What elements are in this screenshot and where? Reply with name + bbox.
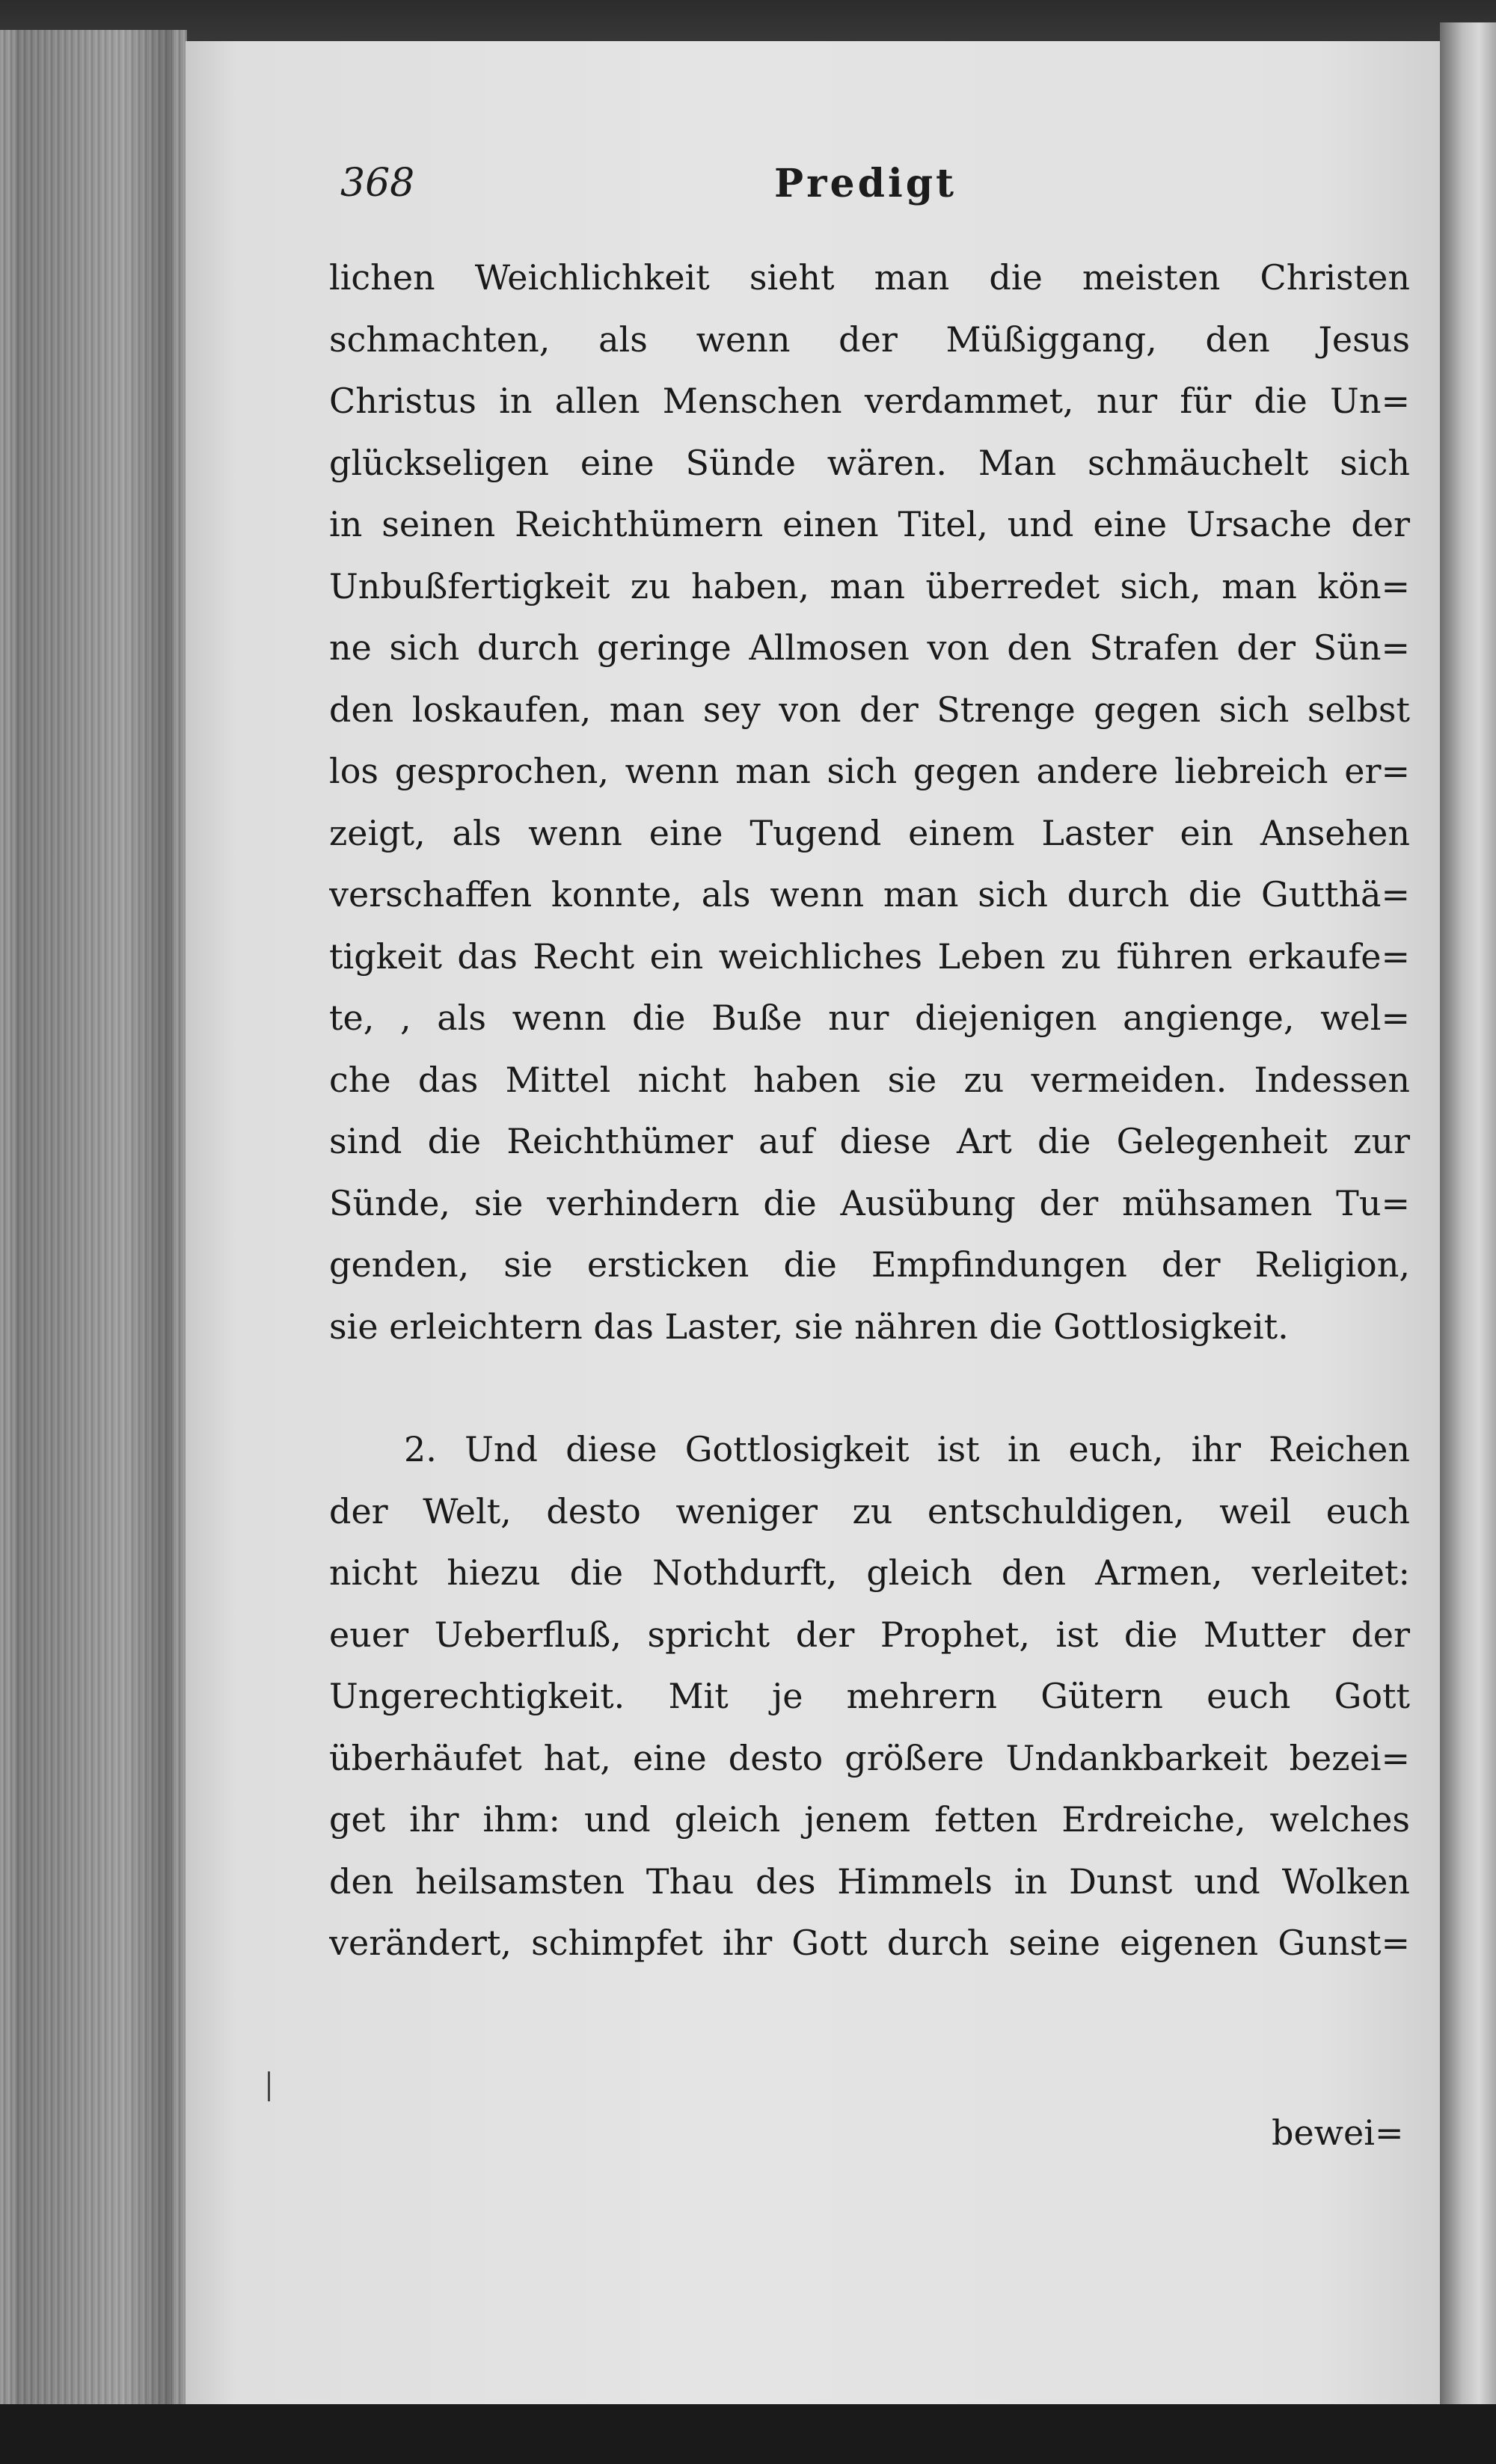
text-line: 2. Und diese Gottlosigkeit ist in euch, ihr Reichen <box>404 1429 1410 1469</box>
text-line: zeigt, als wenn eine Tugend einem Laster ein Ansehen <box>329 812 1410 853</box>
running-title: Predigt <box>774 161 957 206</box>
body-text <box>329 247 1410 1974</box>
text-line: te, , als wenn die Buße nur diejenigen angienge, wel= <box>329 998 1410 1038</box>
book-page-edges-shading <box>15 30 172 2423</box>
text-line: che das Mittel nicht haben sie zu vermeiden. Indessen <box>329 1059 1410 1100</box>
text-line: überhäufet hat, eine desto größere Undankbarkeit bezei= <box>329 1737 1410 1778</box>
text-line: lichen Weichlichkeit sieht man die meisten Christen <box>329 257 1410 298</box>
bottom-shadow <box>0 2404 1496 2464</box>
text-line: Christus in allen Menschen verdammet, nur für die Un= <box>329 381 1410 421</box>
catchword: bewei= <box>1272 2113 1404 2153</box>
text-line: sind die Reichthümer auf diese Art die Gelegenheit zur <box>329 1121 1410 1161</box>
text-line: schmachten, als wenn der Müßiggang, den Jesus <box>329 319 1410 360</box>
text-line: glückseligen eine Sünde wären. Man schmäuchelt sich <box>329 442 1410 483</box>
text-line: in seinen Reichthümern einen Titel, und eine Ursache der <box>329 504 1410 544</box>
text-line: verändert, schimpfet ihr Gott durch seine eigenen Gunst= <box>329 1923 1410 1963</box>
text-line: los gesprochen, wenn man sich gegen andere liebreich er= <box>329 751 1410 791</box>
running-head <box>340 161 1402 221</box>
text-line: verschaffen konnte, als wenn man sich durch die Gutthä= <box>329 874 1410 915</box>
text-line: Sünde, sie verhindern die Ausübung der mühsamen Tu= <box>329 1182 1410 1223</box>
text-line: nicht hiezu die Nothdurft, gleich den Armen, verleitet: <box>329 1552 1410 1593</box>
paragraph-gap <box>329 1357 1410 1419</box>
text-line: Unbußfertigkeit zu haben, man überredet sich, man kön= <box>329 565 1410 606</box>
text-line: sie erleichtern das Laster, sie nähren die Gottlosigkeit. <box>329 1306 1289 1347</box>
text-line: genden, sie ersticken die Empfindungen der Religion, <box>329 1244 1410 1285</box>
text-line: tigkeit das Recht ein weichliches Leben zu führen erkaufe= <box>329 935 1410 977</box>
text-line: der Welt, desto weniger zu entschuldigen, weil euch <box>329 1490 1410 1531</box>
text-line: ne sich durch geringe Allmosen von den Strafen der Sün= <box>329 627 1410 668</box>
stray-ink-mark <box>268 2071 270 2101</box>
text-line: euer Ueberfluß, spricht der Prophet, ist die Mutter der <box>329 1614 1410 1655</box>
text-line: den loskaufen, man sey von der Strenge gegen sich selbst <box>329 689 1410 730</box>
page-number: 368 <box>340 161 415 206</box>
text-line: get ihr ihm: und gleich jenem fetten Erdreiche, welches <box>329 1799 1410 1840</box>
text-line: Ungerechtigkeit. Mit je mehrern Gütern euch Gott <box>329 1676 1410 1716</box>
right-page-edge <box>1440 22 1496 2430</box>
text-line: den heilsamsten Thau des Himmels in Dunst und Wolken <box>329 1861 1410 1902</box>
